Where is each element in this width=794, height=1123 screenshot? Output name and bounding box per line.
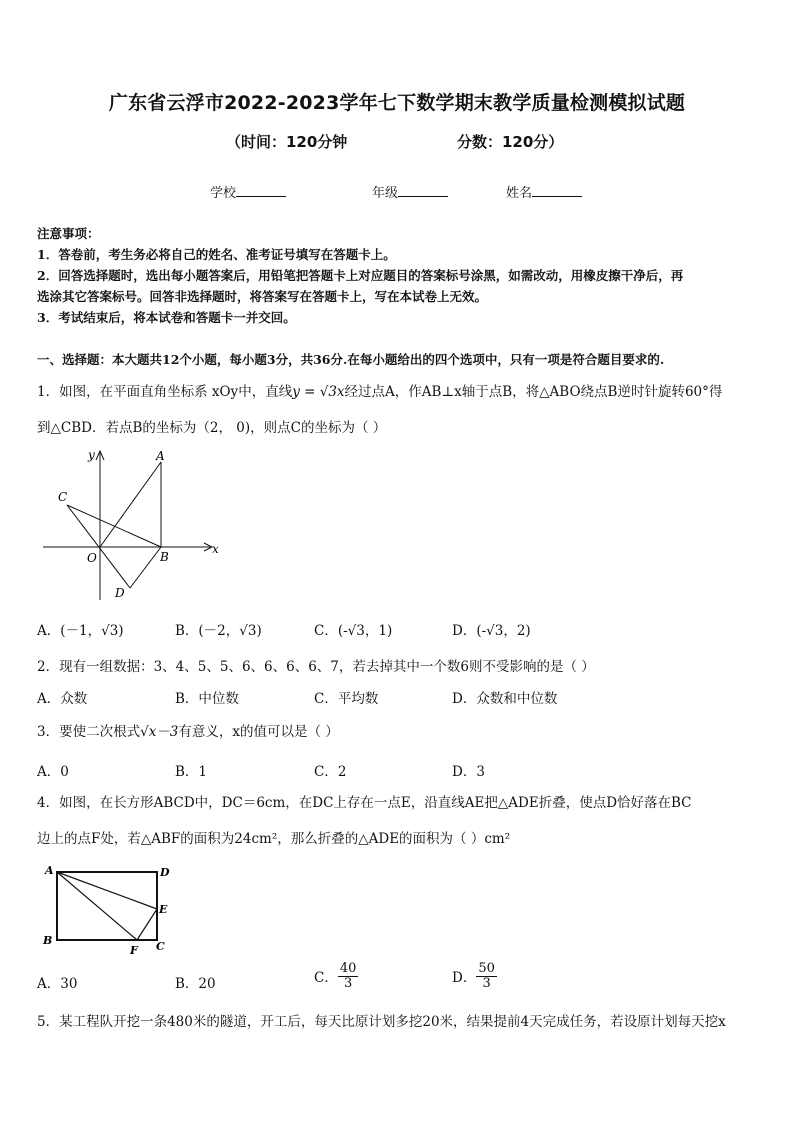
q4-option-d <box>452 962 497 990</box>
label-b: B <box>43 934 53 947</box>
q4-option-d-denominator: 3 <box>482 975 491 991</box>
q4-option-c-numerator: 40 <box>339 961 357 976</box>
q4-option-d-numerator: 50 <box>478 961 495 976</box>
note-item-2a: 2．回答选择题时，选出每小题答案后，用铅笔把答题卡上对应题目的答案标号涂黑，如需改动，用橡皮擦干净后，再 <box>37 268 684 283</box>
q2-option-b: B．中位数 <box>175 691 239 707</box>
q5-text: 5．某工程队开挖一条480米的隧道，开工后，每天比原计划多挖20米，结果提前4天完成任务，若设原计划每天挖x <box>37 1014 726 1030</box>
q4-line2: 边上的点F处，若△ABF的面积为24cm²，那么折叠的△ADE的面积为（ ）cm² <box>37 831 511 847</box>
q1-option-d: D．(-√3，2) <box>452 623 531 639</box>
q4-option-c-prefix: C． <box>314 970 338 987</box>
q1-text-pre: 1．如图，在平面直角坐标系 xOy中，直线 <box>37 384 293 400</box>
q1-line1 <box>37 380 722 400</box>
label-f: F <box>130 944 138 957</box>
q4-option-a: A．30 <box>37 976 78 992</box>
q3-text <box>37 720 339 740</box>
q3-option-d: D．3 <box>452 764 485 780</box>
q2-option-d: D．众数和中位数 <box>452 691 558 707</box>
segment-oa <box>100 462 161 547</box>
label-d: D <box>115 586 125 600</box>
segment-cb <box>67 505 161 547</box>
label-d: D <box>160 866 170 879</box>
q3-option-c: C．2 <box>314 764 347 780</box>
q4-option-c <box>314 962 358 990</box>
exam-score: 分数：120分） <box>457 133 564 151</box>
q1-figure <box>40 445 225 603</box>
label-c: C <box>156 940 165 953</box>
school-label: 学校 <box>210 186 237 201</box>
segment-ae <box>57 872 157 909</box>
section-heading: 一、选择题：本大题共12个小题，每小题3分，共36分.在每小题给出的四个选项中，只有一项是符合题目要求的. <box>37 352 665 367</box>
q1-text-post: 经过点A，作AB⊥x轴于点B，将△ABO绕点B逆时针旋转60°得 <box>344 384 723 400</box>
notes-heading: 注意事项： <box>37 226 100 241</box>
q1-line2: 到△CBD．若点B的坐标为（2， 0)，则点C的坐标为（ ） <box>37 420 387 436</box>
name-blank <box>532 184 582 197</box>
q2-text: 2．现有一组数据：3、4、5、5、6、6、6、6、7，若去掉其中一个数6则不受影响的是（ ） <box>37 659 595 675</box>
note-item-1: 1．答卷前，考生务必将自己的姓名、准考证号填写在答题卡上。 <box>37 247 396 262</box>
q4-option-c-fraction <box>338 962 359 990</box>
segment-af <box>57 872 137 940</box>
grade-label: 年级 <box>372 186 399 201</box>
rectangle-abcd <box>57 872 157 940</box>
q4-option-d-fraction <box>476 962 497 990</box>
page-title: 广东省云浮市2022-2023学年七下数学期末教学质量检测模拟试题 <box>108 92 686 114</box>
q3-radical: √x－3 <box>140 724 179 740</box>
note-item-3: 3．考试结束后，将本试卷和答题卡一并交回。 <box>37 310 296 325</box>
name-label: 姓名 <box>506 186 533 201</box>
q4-option-c-denominator: 3 <box>343 975 353 991</box>
q3-option-a: A．0 <box>37 764 69 780</box>
note-item-2b: 选涂其它答案标号。回答非选择题时，将答案写在答题卡上，写在本试卷上无效。 <box>37 289 488 304</box>
label-a: A <box>45 864 54 877</box>
name-field <box>506 182 582 201</box>
q3-text-pre: 3．要使二次根式 <box>37 724 141 740</box>
q2-option-c: C．平均数 <box>314 691 379 707</box>
q4-line1: 4．如图，在长方形ABCD中，DC＝6cm，在DC上存在一点E，沿直线AE把△ADE折叠，使点D恰好落在BC <box>37 795 692 811</box>
grade-field <box>372 182 448 201</box>
q4-option-b: B．20 <box>175 976 216 992</box>
segment-db <box>130 547 161 588</box>
grade-blank <box>398 184 448 197</box>
q1-option-b: B．(－2，√3) <box>175 623 262 639</box>
q1-equation: y = √3x <box>292 384 345 400</box>
q4-option-d-prefix: D． <box>452 970 477 987</box>
label-a: A <box>156 449 165 463</box>
label-b: B <box>160 550 169 564</box>
label-c: C <box>58 490 68 504</box>
q3-text-post: 有意义，x的值可以是（ ） <box>178 724 339 740</box>
label-e: E <box>159 903 168 916</box>
q1-option-c: C．(-√3，1) <box>314 623 393 639</box>
q4-figure <box>40 862 180 958</box>
q3-option-b: B．1 <box>175 764 208 780</box>
school-field <box>210 182 286 201</box>
label-o: O <box>87 551 97 565</box>
segment-fe <box>137 909 157 940</box>
school-blank <box>236 184 286 197</box>
label-y: y <box>88 448 95 462</box>
label-x: x <box>212 542 219 556</box>
exam-time: （时间：120分钟 <box>226 133 348 151</box>
q2-option-a: A．众数 <box>37 691 88 707</box>
q1-option-a: A．(－1，√3) <box>37 623 124 639</box>
